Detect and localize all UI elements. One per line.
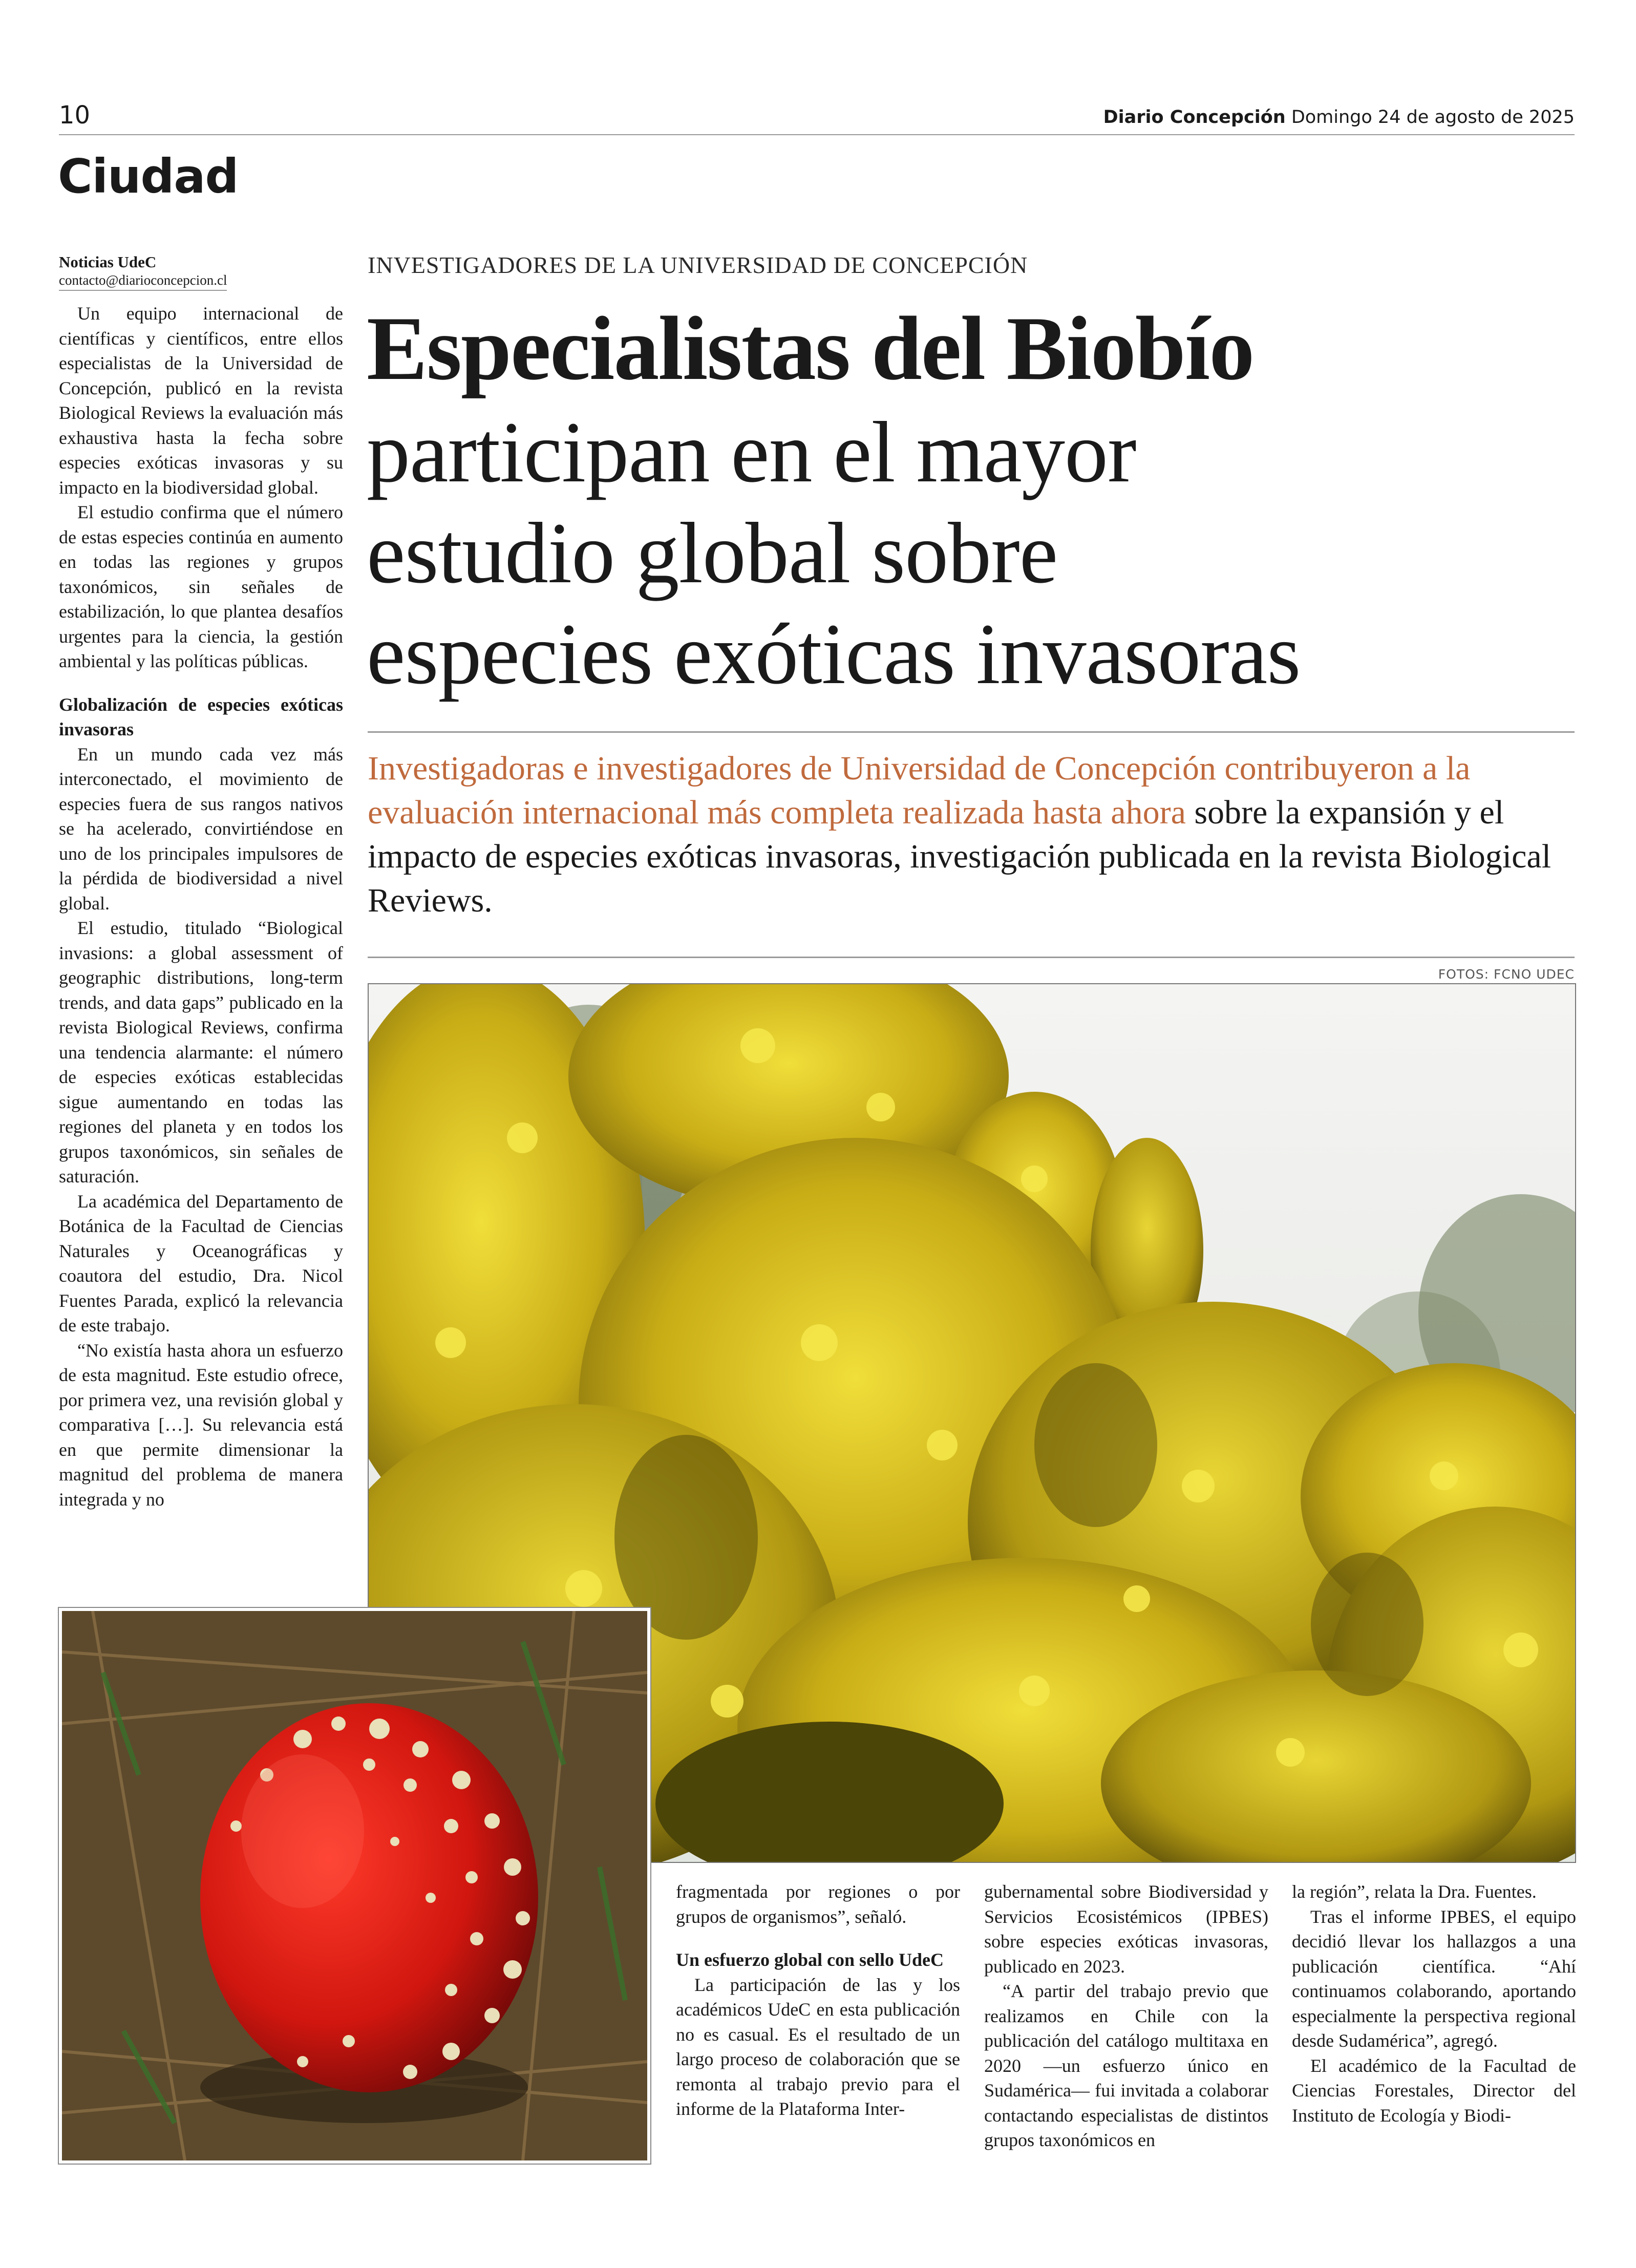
body-paragraph: gubernamental sobre Biodiversidad y Servicios Ecosistémicos (IPBES) sobre especies exóticas invasoras, publicado en 2023. xyxy=(984,1881,1268,1977)
article-bottom-column-2 xyxy=(984,1879,1268,2153)
byline xyxy=(59,253,343,289)
body-paragraph: El estudio confirma que el número de estas especies continúa en aumento en todas las regiones y grupos taxonómicos, sin señales de estabilización, lo que plantea desafíos urgentes para la ciencia, la gestión ambiental y las políticas públicas. xyxy=(59,502,343,671)
body-paragraph: El académico de la Facultad de Ciencias Forestales, Director del Instituto de Ecología y Biodi- xyxy=(1292,2055,1576,2126)
body-paragraph: Tras el informe IPBES, el equipo decidió llevar los hallazgos a una publicación científica. “Ahí continuamos colaborando, aportando especialmente la perspectiva regional desde Sudamérica”, agregó. xyxy=(1292,1906,1576,2051)
headline-regular: participan en el mayor estudio global sobre especies exóticas invasoras xyxy=(367,404,1301,702)
body-paragraph: “No existía hasta ahora un esfuerzo de esta magnitud. Este estudio ofrece, por primera vez, una revisión global y comparativa […]. Su relevancia está en que permite dimensionar la magnitud del problema de manera integrada y no xyxy=(59,1340,343,1510)
byline-email: contacto@diarioconcepcion.cl xyxy=(59,272,227,291)
body-paragraph: “A partir del trabajo previo que realizamos en Chile con la publicación del catálogo multitaxa en 2020 —un esfuerzo único en Sudamérica— fui invitada a colaborar contactando especialistas de distintos grupos taxonómicos en xyxy=(984,1981,1268,2150)
byline-name: Noticias UdeC xyxy=(59,253,157,271)
body-paragraph: Un equipo internacional de científicas y científicos, entre ellos especialistas de la Universidad de Concepción, publicó en la revista Biological Reviews la evaluación más exhaustiva hasta la fecha sobre especies exóticas invasoras y su impacto en la biodiversidad global. xyxy=(59,303,343,498)
article-lede xyxy=(368,747,1576,923)
body-paragraph: fragmentada por regiones o por grupos de organismos”, señaló. xyxy=(676,1881,960,1927)
article-kicker: INVESTIGADORES DE LA UNIVERSIDAD DE CONCEPCIÓN xyxy=(368,252,1028,278)
issue-date: Domingo 24 de agosto de 2025 xyxy=(1291,107,1575,128)
lede-divider xyxy=(368,957,1575,958)
lede-rest: sobre la expansión y el impacto de especies exóticas invasoras, investigación publicada en la revista Biological Reviews. xyxy=(368,794,1552,919)
section-title: Ciudad xyxy=(58,149,239,204)
body-paragraph: La participación de las y los académicos UdeC en esta publicación no es casual. Es el resultado de un largo proceso de colaboración que se remonta al trabajo previo para el informe de la Plataforma Inter- xyxy=(676,1974,960,2119)
page-number: 10 xyxy=(59,101,91,130)
masthead xyxy=(1103,106,1575,129)
body-paragraph: En un mundo cada vez más interconectado, el movimiento de especies fuera de sus rangos nativos se ha acelerado, convirtiéndose en uno de los principales impulsores de la pérdida de biodiversidad a nivel global. xyxy=(59,744,343,914)
body-paragraph: la región”, relata la Dra. Fuentes. xyxy=(1292,1881,1537,1902)
paper-name: Diario Concepción xyxy=(1103,107,1286,128)
article-bottom-column-3 xyxy=(1292,1879,1576,2128)
header-divider xyxy=(59,134,1575,135)
subheading: Globalización de especies exóticas invasoras xyxy=(59,694,343,739)
lede-highlight: Investigadoras e investigadores de Universidad de Concepción contribuyeron a la evaluación internacional más completa realizada hasta ahora xyxy=(368,750,1471,831)
headline-bold: Especialistas del Biobío xyxy=(367,298,1254,399)
article-bottom-column-1 xyxy=(676,1879,960,2122)
article-left-column xyxy=(59,301,343,1512)
subheading: Un esfuerzo global con sello UdeC xyxy=(676,1949,944,1970)
headline-divider xyxy=(368,731,1575,733)
body-paragraph: El estudio, titulado “Biological invasions: a global assessment of geographic distributions, long-term trends, and data gaps” publicado en la revista Biological Reviews, confirma una tendencia alarmante: el número de especies exóticas establecidas sigue aumentando en todas las regiones del planeta y en todos los grupos taxonómicos, sin señales de saturación. xyxy=(59,918,343,1186)
photo-fly-agaric xyxy=(59,1608,650,2164)
mushroom-illustration xyxy=(62,1611,647,2160)
photo-credit: FOTOS: FCNO UDEC xyxy=(1438,967,1575,982)
body-paragraph: La académica del Departamento de Botánica de la Facultad de Ciencias Naturales y Oceanográficas y coautora del estudio, Dra. Nicol Fuentes Parada, explicó la relevancia de este trabajo. xyxy=(59,1191,343,1336)
